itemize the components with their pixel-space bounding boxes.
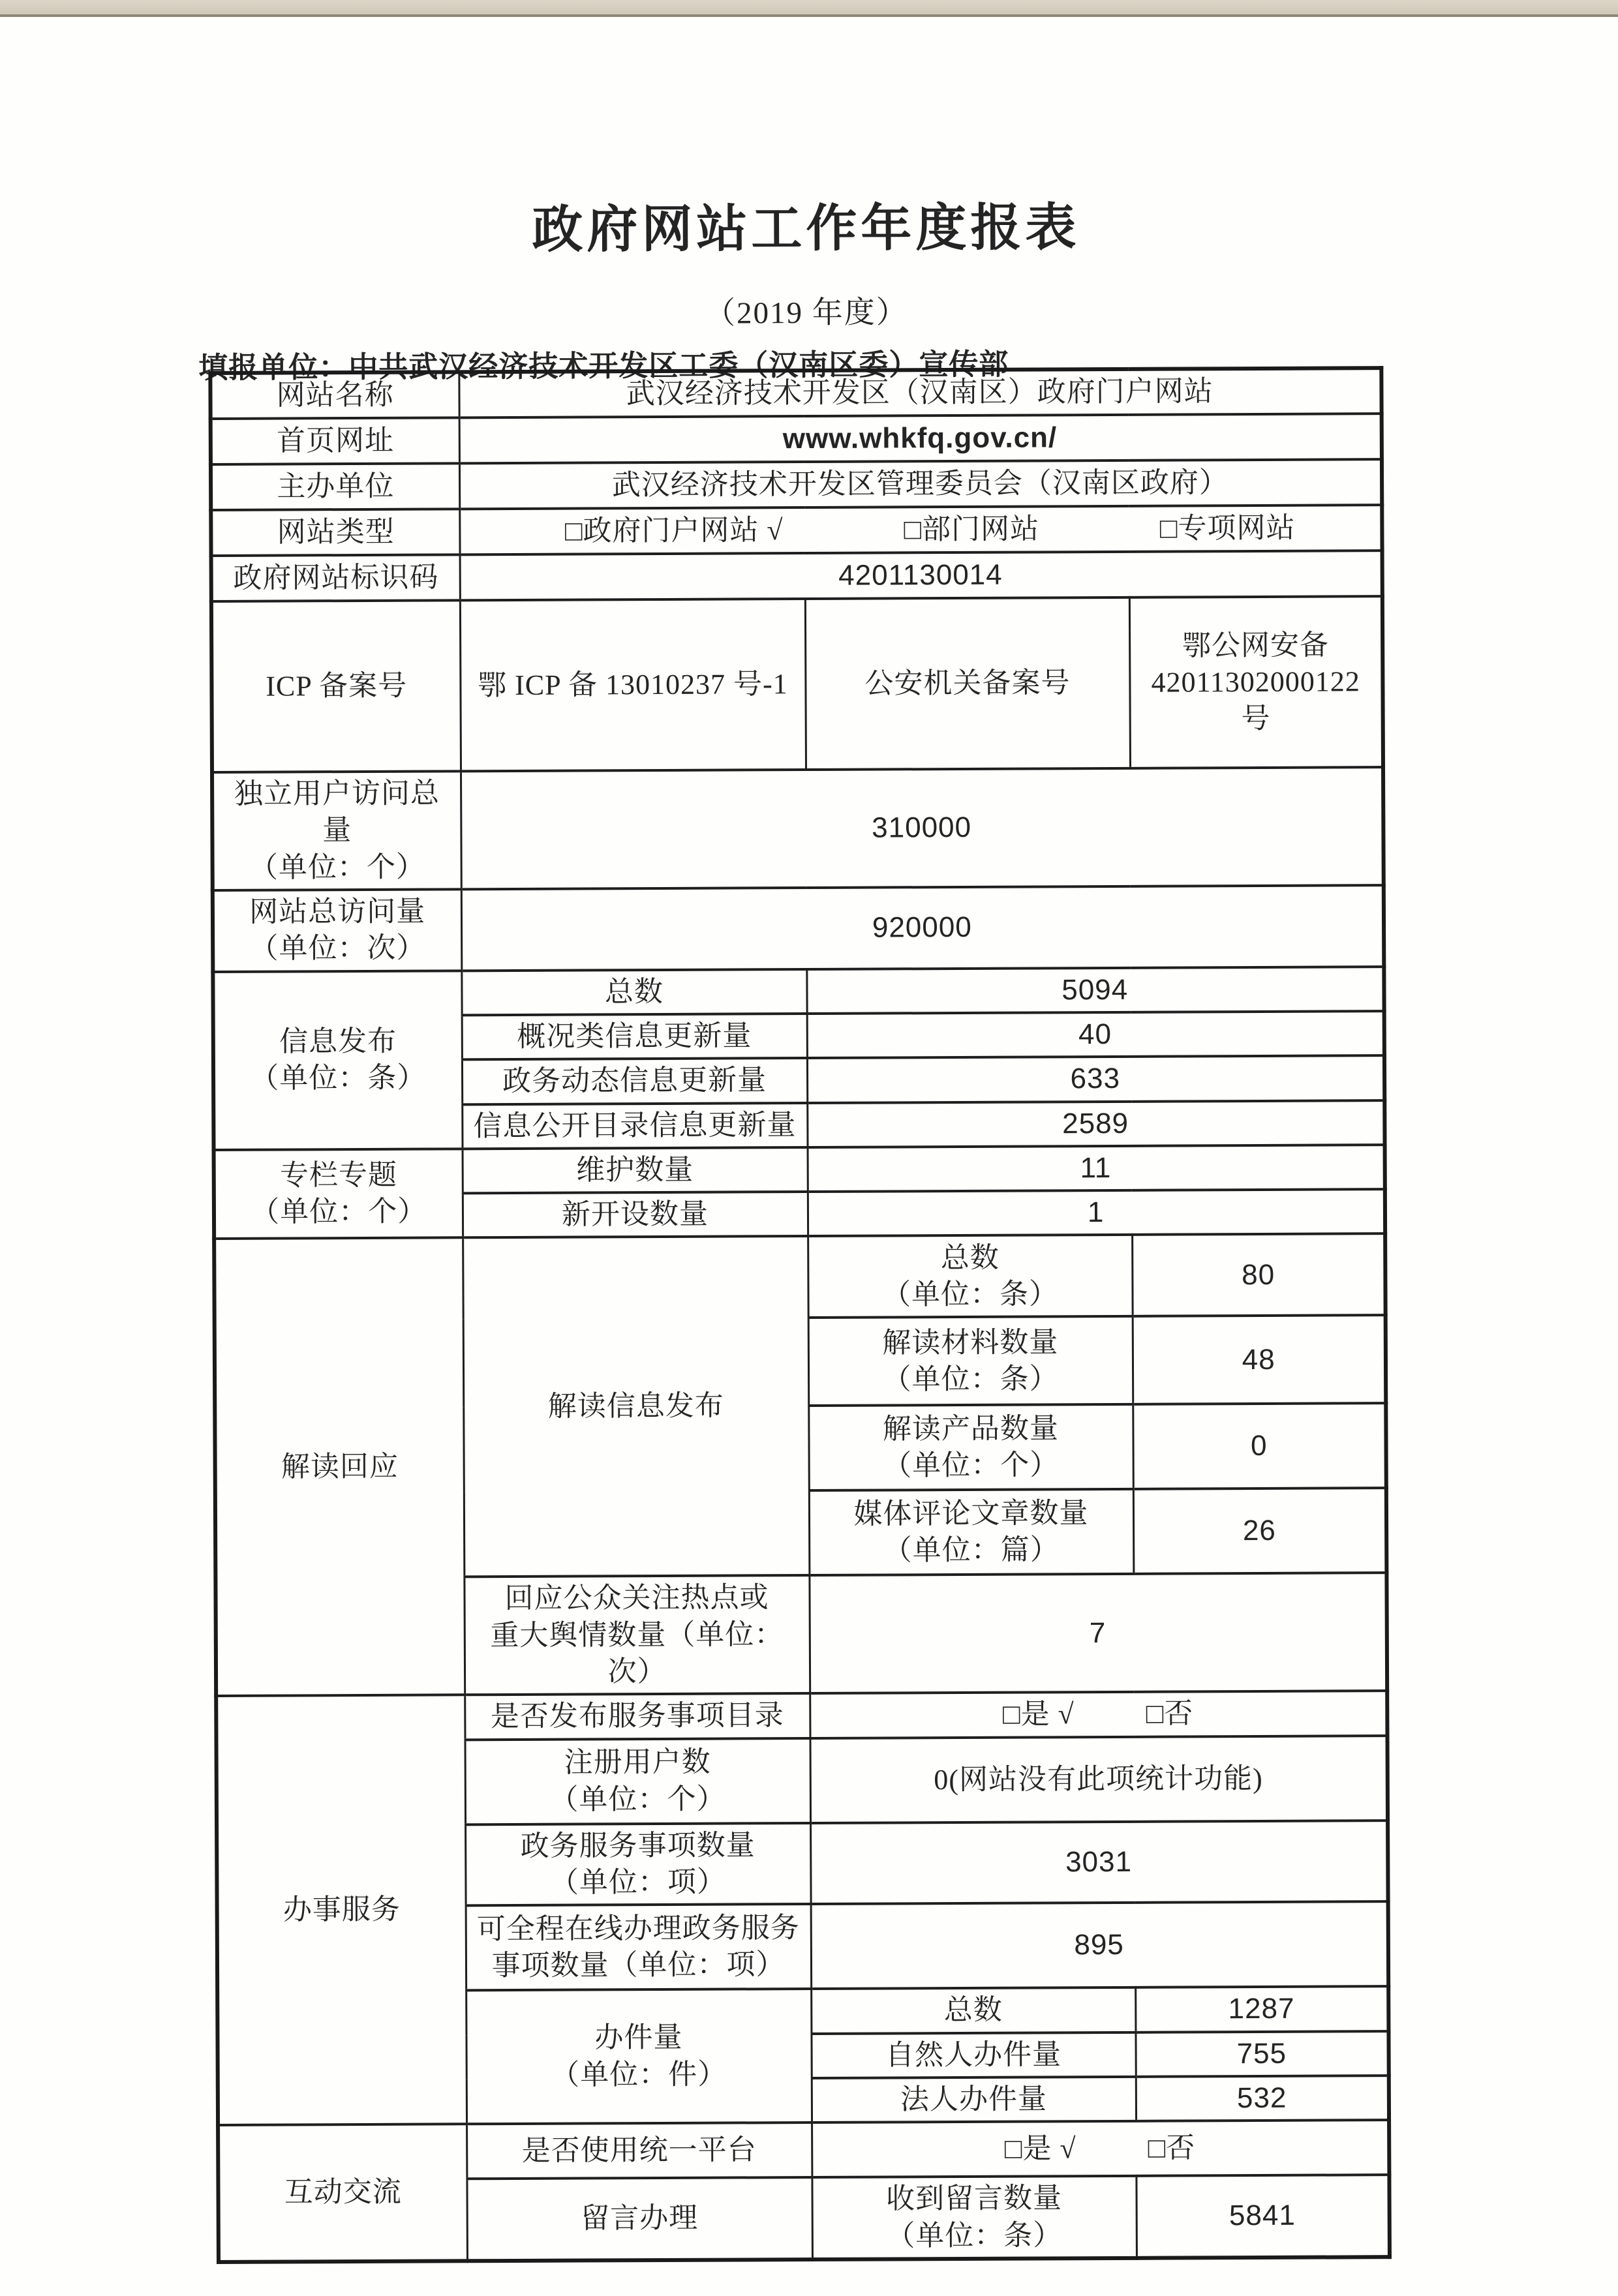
info-overview-value: 40: [807, 1011, 1384, 1058]
special-maintained-value: 11: [808, 1145, 1385, 1192]
service-catalog-no-checkbox: □否: [1146, 1697, 1194, 1730]
page-title: 政府网站工作年度报表: [532, 199, 1080, 258]
interpret-total-value: 80: [1132, 1234, 1386, 1317]
info-catalog-value: 2589: [807, 1100, 1384, 1147]
page-subtitle: （2019 年度）: [704, 295, 908, 331]
info-publish-group-label: 信息发布 （单位：条）: [213, 971, 462, 1150]
row-sponsor: [211, 459, 1382, 510]
volume-group-label: 办件量 （单位：件）: [466, 1989, 812, 2124]
info-dynamic-value: 633: [807, 1055, 1384, 1102]
row-site-name: [210, 368, 1381, 419]
interpret-publish-label: 解读信息发布: [463, 1236, 809, 1577]
row-service-catalog: [216, 1691, 1387, 1741]
site-type-option-department-checkbox: □部门网站: [904, 513, 1040, 546]
site-type-options: [459, 505, 1382, 554]
site-type-label: 网站类型: [211, 509, 459, 556]
unified-platform-yes-checkbox: □是 √: [1004, 2132, 1076, 2165]
row-home-url: [211, 414, 1382, 464]
unique-visitors-label: 独立用户访问总量 （单位：个）: [212, 771, 461, 890]
info-catalog-label: 信息公开目录信息更新量: [462, 1103, 807, 1149]
icp-value: 鄂 ICP 备 13010237 号-1: [460, 599, 806, 771]
home-url-label: 首页网址: [211, 417, 459, 464]
row-unified-platform: [218, 2120, 1389, 2180]
icp-label: ICP 备案号: [211, 600, 461, 772]
sponsor-value: 武汉经济技术开发区管理委员会（汉南区政府）: [459, 459, 1382, 509]
messages-label: 留言办理: [466, 2177, 812, 2261]
online-items-value: 895: [811, 1901, 1389, 1989]
site-code-value: 4201130014: [460, 551, 1382, 600]
row-interpret-total: [214, 1234, 1386, 1321]
registered-users-value: 0(网站没有此项统计功能): [810, 1736, 1388, 1823]
police-record-label: 公安机关备案号: [805, 597, 1130, 770]
interaction-group-label: 互动交流: [218, 2124, 467, 2262]
interpret-material-label: 解读材料数量 （单位：条）: [808, 1316, 1133, 1406]
service-catalog-yes-checkbox: □是 √: [1002, 1698, 1075, 1731]
online-items-label: 可全程在线办理政务服务 事项数量（单位：项）: [466, 1904, 812, 1990]
messages-received-label: 收到留言数量 （单位：条）: [812, 2176, 1137, 2259]
volume-legal-value: 532: [1136, 2076, 1389, 2121]
row-unique-visitors: [212, 767, 1384, 890]
interpret-material-value: 48: [1133, 1316, 1386, 1405]
total-visits-label: 网站总访问量 （单位：次）: [213, 889, 462, 971]
volume-total-label: 总数: [811, 1987, 1135, 2033]
interpret-media-value: 26: [1133, 1488, 1387, 1575]
volume-person-value: 755: [1135, 2031, 1388, 2077]
volume-total-value: 1287: [1135, 1986, 1388, 2032]
registered-users-label: 注册用户数 （单位：个）: [465, 1738, 810, 1824]
home-url-value: www.whkfq.gov.cn/: [459, 414, 1382, 463]
services-group-label: 办事服务: [216, 1695, 466, 2126]
site-type-option-special-checkbox: □专项网站: [1159, 511, 1296, 545]
site-name-value: 武汉经济技术开发区（汉南区）政府门户网站: [459, 368, 1381, 417]
special-columns-group-label: 专栏专题 （单位：个）: [214, 1149, 463, 1239]
row-site-code: [211, 551, 1382, 601]
interpret-product-value: 0: [1133, 1404, 1386, 1490]
interpret-response-label: 回应公众关注热点或 重大舆情数量（单位：次）: [464, 1575, 810, 1695]
reporting-unit-line: 填报单位：中共武汉经济技术开发区工委（汉南区委）宣传部: [198, 348, 1009, 385]
unique-visitors-value: 310000: [461, 767, 1384, 889]
unified-platform-no-checkbox: □否: [1148, 2132, 1196, 2164]
row-site-type: [211, 505, 1382, 556]
service-items-value: 3031: [810, 1820, 1388, 1904]
row-info-total: [213, 967, 1384, 1016]
service-items-label: 政务服务事项数量 （单位：项）: [465, 1823, 811, 1906]
info-dynamic-label: 政务动态信息更新量: [462, 1058, 807, 1104]
row-special-maintained: [214, 1145, 1385, 1194]
site-type-option-portal-checkbox: □政府门户网站 √: [564, 514, 784, 547]
special-new-label: 新开设数量: [463, 1192, 808, 1238]
volume-legal-label: 法人办件量: [812, 2077, 1136, 2122]
police-record-value: 鄂公网安备 42011302000122 号: [1129, 596, 1383, 768]
interpret-group-label: 解读回应: [214, 1238, 465, 1697]
site-code-label: 政府网站标识码: [211, 554, 460, 601]
interpret-response-value: 7: [809, 1573, 1387, 1694]
info-total-label: 总数: [461, 969, 806, 1016]
service-catalog-options: [810, 1691, 1387, 1738]
site-name-label: 网站名称: [210, 372, 459, 419]
info-overview-label: 概况类信息更新量: [462, 1014, 807, 1060]
service-catalog-label: 是否发布服务事项目录: [465, 1693, 810, 1740]
interpret-media-label: 媒体评论文章数量 （单位：篇）: [809, 1489, 1134, 1575]
special-maintained-label: 维护数量: [463, 1147, 808, 1194]
row-total-visits: [213, 885, 1384, 971]
unified-platform-label: 是否使用统一平台: [466, 2122, 812, 2179]
annual-report-table: [208, 366, 1392, 2264]
messages-received-value: 5841: [1136, 2175, 1390, 2258]
special-new-value: 1: [808, 1189, 1385, 1236]
unified-platform-options: [812, 2120, 1389, 2177]
interpret-product-label: 解读产品数量 （单位：个）: [808, 1404, 1133, 1490]
interpret-total-label: 总数 （单位：条）: [808, 1235, 1133, 1318]
sponsor-label: 主办单位: [211, 463, 459, 510]
row-icp: [211, 596, 1383, 772]
volume-person-label: 自然人办件量: [811, 2032, 1135, 2077]
info-total-value: 5094: [806, 967, 1384, 1014]
total-visits-value: 920000: [461, 885, 1384, 971]
